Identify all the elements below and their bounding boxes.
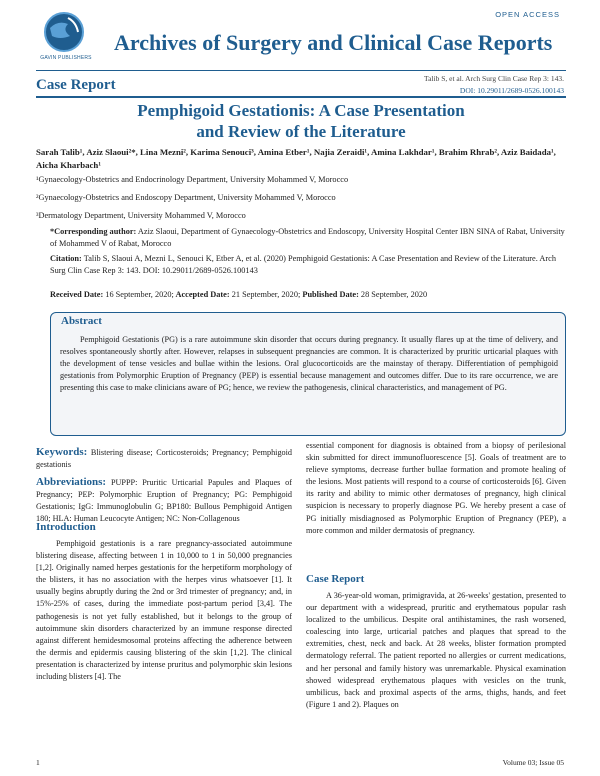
article-dates <box>50 290 566 299</box>
abbreviations <box>36 476 292 525</box>
introduction-heading: Introduction <box>36 521 96 533</box>
received-date: 16 September, 2020; <box>103 290 174 299</box>
accepted-label: Accepted Date: <box>173 290 230 299</box>
published-date: 28 September, 2020 <box>358 290 428 299</box>
open-access-badge <box>495 10 560 19</box>
article-type: Case Report <box>36 77 116 93</box>
corresponding-author <box>50 226 566 250</box>
abbreviations-text: PUPPP: Pruritic Urticarial Papules and Plaques of Pregnancy; PEP: Polymorphic Eruption of Pregnancy; PG: Pemphigoid Gestationis; IgG: Immunoglobulin G; BP180: Bullous Pemphigoid Antigen 180; HLA: Human Leucocyte Antigen; NC: Non-Collagenous <box>36 478 292 524</box>
affiliation-3: ³Dermatology Department, University Mohammed V, Morocco <box>36 211 246 220</box>
title-line-2: and Review of the Literature <box>196 122 406 141</box>
citation-text: Talib S, Slaoui A, Mezni L, Senouci K, Etber A, et al. (2020) Pemphigoid Gestationis: A Case Presentation and Review of the Literature. Arch Surg Clin Case Rep 3: 143. DOI: 10.29011/2689-0526.100143 <box>50 254 556 275</box>
citation-label: Citation: <box>50 254 82 263</box>
affiliation-1: ¹Gynaecology-Obstetrics and Endocrinology Department, University Mohammed V, Morocco <box>36 175 349 184</box>
abstract-text: Pemphigoid Gestationis (PG) is a rare autoimmune skin disorder that occurs during pregnancy. It usually flares up at the time of delivery, and resolves spontaneously shortly after. However, relapses in subsequent pregnancies are common. It is characterized by pruritic urticarial plaques with the development of tense vesicles and bullae within the lesions. Oral glucocorticoids are the mainstay of therapy. Differentiation of pemphigoid gestationis from Polymorphic Eruption of Pregnancy (PEP) is essential because management and outcomes differ. Due to its rare occurrence, we are presenting this case to make clinicians aware of PG; hence, we review the pathogenesis, clinical characteristics, and management of PG. <box>60 335 558 393</box>
corresponding-label: *Corresponding author: <box>50 227 137 236</box>
volume-issue: Volume 03; Issue 05 <box>502 758 564 767</box>
doi-link[interactable]: DOI: 10.29011/2689-0526.100143 <box>459 86 564 95</box>
abstract-heading: Abstract <box>61 315 102 327</box>
title-line-1: Pemphigoid Gestationis: A Case Presentation <box>137 101 465 120</box>
article-title <box>36 100 566 142</box>
publisher-name: GAVIN PUBLISHERS <box>40 55 92 61</box>
short-citation: Talib S, et al. Arch Surg Clin Case Rep 3: 143. <box>424 74 564 83</box>
affiliation-2: ²Gynaecology-Obstetrics and Endoscopy Department, University Mohammed V, Morocco <box>36 193 336 202</box>
journal-title: Archives of Surgery and Clinical Case Reports <box>114 30 553 55</box>
abbreviations-label: Abbreviations: <box>36 476 107 488</box>
citation <box>50 253 566 277</box>
intro-continuation: essential component for diagnosis is obtained from a biopsy of perilesional skin submitted for direct immunofluorescence [5]. Goals of treatment are to relieve symptoms, decrease further bullae formation and promote healing of the lesions. Most patients will respond to a course of corticosteroids [6]. Given its rarity and ability to mimic other dermatoses of pregnancy, high clinical suspicion is necessary to properly diagnose PG. We hereby present a case of PG initially misdiagnosed as Polymorphic Eruption of Pregnancy (PEP), a more common and milder dermatosis of pregnancy. <box>306 441 566 535</box>
case-report-heading: Case Report <box>306 573 365 585</box>
open-access-label: OPEN ACCESS <box>495 10 560 19</box>
case-report-text: A 36-year-old woman, primigravida, at 26-weeks' gestation, presented to our department with a widespread, pruritic and erythematous popular rash localized to the umbilicus. Despite oral antihistamines, the rash worsened, coalescing into large, urticarial patches and plaques that spread to the extremities, chest, neck and back. At 28 weeks, blister formation prompted dermatology referral. The patient reported no allergies or current medications, and her personal and family history was unremarkable. Physical examination showed widespread erythematous plaques with vesicles on the trunk, umbilicus, back and proximal aspects of the arms, thighs, hands, and feet (Figure 1 and 2). Plaques on <box>306 591 566 709</box>
keywords-label: Keywords: <box>36 446 88 458</box>
introduction-text: Pemphigoid gestationis is a rare pregnancy-associated autoimmune blistering disease, affecting between 1 in 10,000 to 1 in 50,000 pregnancies [1,2]. Originally named herpes gestationis for the herpetiform morphology of the blisters, it has no association with the herpes virus whatsoever [1]. It usually begins abruptly during the 2nd or 3rd trimester of pregnancy; and, in 15%-25% of cases, during the immediate post-partum period [3,4]. The pathogenesis is not yet fully established, but it belongs to the group of autoimmune skin disorders characterized by an immune response directed against different hemidesmosomal proteins affecting the adherence between the dermis and epidermis causing blistering of the skin [1,2]. The clinical presentation is characterized by intense pruritus and polymorphic skin lesions including blisters [4]. The <box>36 539 292 682</box>
published-label: Published Date: <box>300 290 359 299</box>
publisher-logo <box>42 10 86 54</box>
corresponding-text: Aziz Slaoui, Department of Gynaecology-Obstetrics and Endoscopy, University Hospital Center IBN SINA of Rabat, University of Mohammed V of Rabat, Morocco <box>50 227 565 248</box>
received-label: Received Date: <box>50 290 104 299</box>
page-number: 1 <box>36 758 40 767</box>
header-divider <box>36 70 566 71</box>
keywords-text: Blistering disease; Corticosteroids; Pregnancy; Pemphigoid gestationis <box>36 448 292 470</box>
author-list: Sarah Talib¹, Aziz Slaoui²*, Lina Mezni², Karima Senouci³, Amina Etber¹, Najia Zeraidi¹, Amina Lakhdar¹, Brahim Rhrab², Aziz Baidada¹, Aicha Kharbach¹ <box>36 147 556 170</box>
accepted-date: 21 September, 2020; <box>229 290 301 299</box>
header-citation <box>424 73 564 97</box>
keywords <box>36 446 292 471</box>
header-divider-2 <box>36 96 566 98</box>
globe-logo-icon <box>42 10 86 54</box>
